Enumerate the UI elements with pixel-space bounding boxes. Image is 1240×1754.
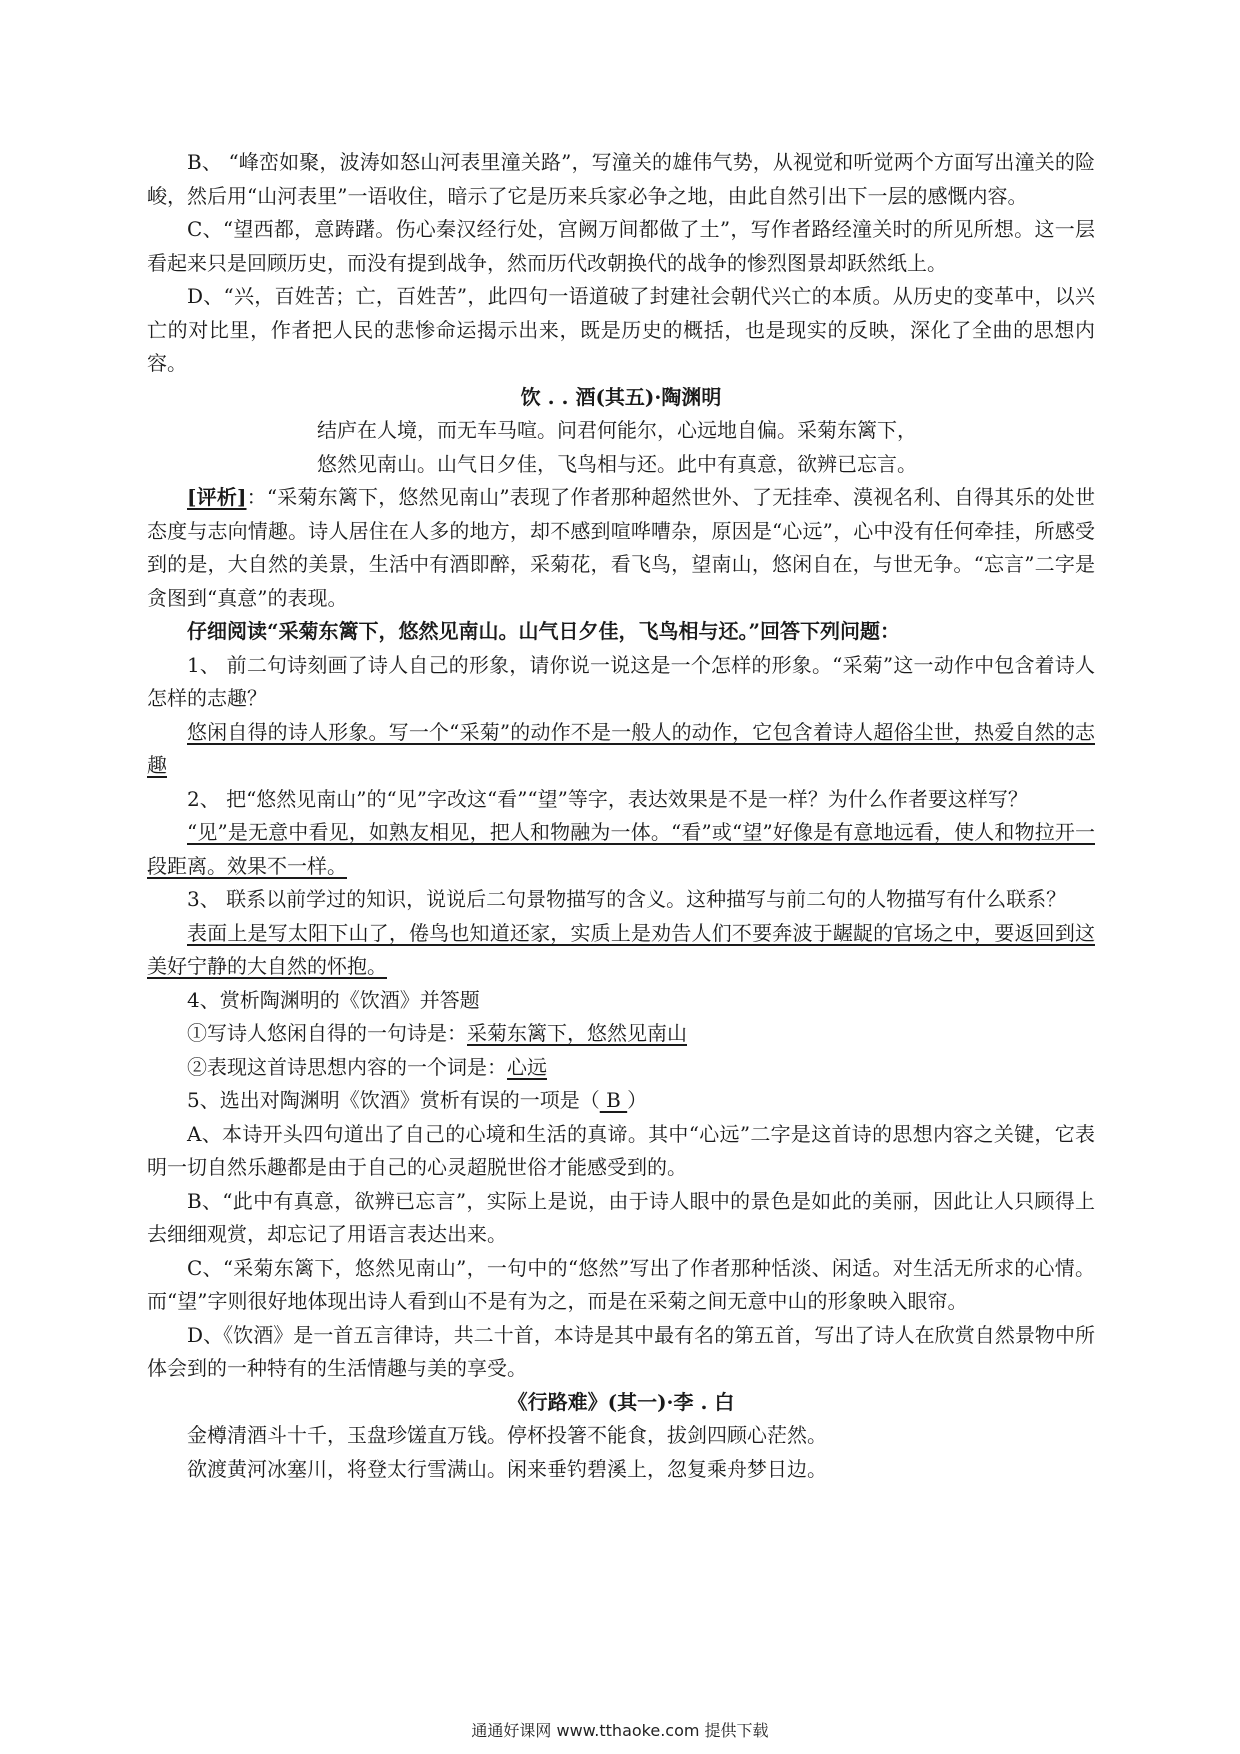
poem-line: 欲渡黄河冰塞川，将登太行雪满山。闲来垂钓碧溪上，忽复乘舟梦日边。 — [187, 1456, 827, 1481]
question-4: 4、赏析陶渊明的《饮酒》并答题 — [187, 987, 480, 1012]
answer-3 — [147, 917, 1095, 984]
answer-2 — [147, 816, 1095, 883]
question-4-1 — [147, 1017, 1095, 1051]
answer-3-text: 表面上是写太阳下山了，倦鸟也知道还家，实质上是劝告人们不要奔波于龌龊的官场之中，要返回到这美好宁静的大自然的怀抱。 — [147, 920, 1095, 978]
question-5 — [147, 1084, 1095, 1118]
poem-line: 金樽清酒斗十千，玉盘珍馐直万钱。停杯投箸不能食，拔剑四顾心茫然。 — [187, 1423, 827, 1447]
question-4-2-answer: 心远 — [507, 1054, 547, 1079]
answer-2-text: “见”是无意中看见，如熟友相见，把人和物融为一体。“看”或“望”好像是有意地远看，使人和物拉开一段距离。效果不一样。 — [147, 820, 1095, 878]
option-c: C、“采菊东篱下，悠然见南山”，一句中的“悠然”写出了作者那种恬淡、闲适。对生活无所求的心情。而“望”字则很好地体现出诗人看到山不是有为之，而是在采菊之间无意中山的形象映入眼帘。 — [147, 1255, 1095, 1313]
answer-1 — [147, 716, 1095, 783]
poem-title-xinglunan: 《行路难》(其一)·李 . 白 — [507, 1389, 735, 1414]
question-3: 3、 联系以前学过的知识，说说后二句景物描写的含义。这种描写与前二句的人物描写有什么联系？ — [187, 887, 1067, 911]
question-5-prefix: 5、选出对陶渊明《饮酒》赏析有误的一项是（ — [187, 1088, 600, 1112]
question-4-2-label: ②表现这首诗思想内容的一个词是： — [187, 1054, 507, 1079]
commentary-label: [评析] — [187, 485, 247, 509]
option-a: A、本诗开头四句道出了自己的心境和生活的真谛。其中“心远”二字是这首诗的思想内容之关键，它表明一切自然乐趣都是由于自己的心灵超脱世俗才能感受到的。 — [147, 1121, 1095, 1179]
paragraph-option-c: C、“望西都，意踌躇。伤心秦汉经行处，宫阙万间都做了土”，写作者路经潼关时的所见所想。这一层看起来只是回顾历史，而没有提到战争，然而历代改朝换代的战争的惨烈图景却跃然纸上。 — [147, 217, 1095, 275]
answer-1-text: 悠闲自得的诗人形象。写一个“采菊”的动作不是一般人的动作，它包含着诗人超俗尘世，热爱自然的志趣 — [147, 719, 1095, 777]
commentary — [147, 481, 1095, 615]
paragraph-option-b: B、 “峰峦如聚，波涛如怒山河表里潼关路”，写潼关的雄伟气势，从视觉和听觉两个方面写出潼关的险峻，然后用“山河表里”一语收住，暗示了它是历来兵家必争之地，由此自然引出下一层的感慨内容。 — [147, 150, 1095, 208]
question-1: 1、 前二句诗刻画了诗人自己的形象，请你说一说这是一个怎样的形象。“采菊”这一动作中包含着诗人怎样的志趣？ — [147, 652, 1095, 710]
question-4-2 — [147, 1051, 1095, 1085]
option-d: D、《饮酒》是一首五言律诗，共二十首，本诗是其中最有名的第五首，写出了诗人在欣赏自然景物中所体会到的一种特有的生活情趣与美的享受。 — [147, 1322, 1095, 1380]
question-5-suffix: ） — [627, 1088, 648, 1112]
poem-line: 悠然见南山。山气日夕佳，飞鸟相与还。此中有真意，欲辨已忘言。 — [317, 451, 917, 476]
footer-credit: 通通好课网 www.tthaoke.com 提供下载 — [471, 1721, 769, 1740]
paragraph-option-d: D、“兴，百姓苦；亡，百姓苦”，此四句一语道破了封建社会朝代兴亡的本质。从历史的变革中，以兴亡的对比里，作者把人民的悲惨命运揭示出来，既是历史的概括，也是现实的反映，深化了全曲的思想内容。 — [147, 284, 1095, 375]
commentary-text: ：“采菊东篱下，悠然见南山”表现了作者那种超然世外、了无挂牵、漠视名利、自得其乐的处世态度与志向情趣。诗人居住在人多的地方，却不感到喧哗嘈杂，原因是“心远”，心中没有任何牵挂，所感受到的是，大自然的美景，生活中有酒即醉，采菊花，看飞鸟，望南山，悠闲自在，与世无争。“忘言”二字是贪图到“真意”的表现。 — [147, 485, 1095, 610]
poem-line: 结庐在人境，而无车马喧。问君何能尔，心远地自偏。采菊东篱下， — [317, 418, 917, 442]
reading-prompt: 仔细阅读“采菊东篱下，悠然见南山。山气日夕佳，飞鸟相与还。”回答下列问题： — [187, 619, 901, 643]
question-4-1-label: ①写诗人悠闲自得的一句诗是： — [187, 1021, 467, 1045]
question-5-answer: B — [599, 1088, 628, 1112]
question-2: 2、 把“悠然见南山”的“见”字改这“看”“望”等字，表达效果是不是一样？为什么作者要这样写？ — [187, 786, 1028, 811]
option-b: B、“此中有真意，欲辨已忘言”，实际上是说，由于诗人眼中的景色是如此的美丽，因此让人只顾得上去细细观赏，却忘记了用语言表达出来。 — [147, 1188, 1095, 1246]
document-body — [147, 146, 1095, 1486]
poem-title-yinjiu: 饮 . . 酒(其五)·陶渊明 — [520, 384, 722, 409]
question-4-1-answer: 采菊东篱下，悠然见南山 — [467, 1021, 687, 1045]
